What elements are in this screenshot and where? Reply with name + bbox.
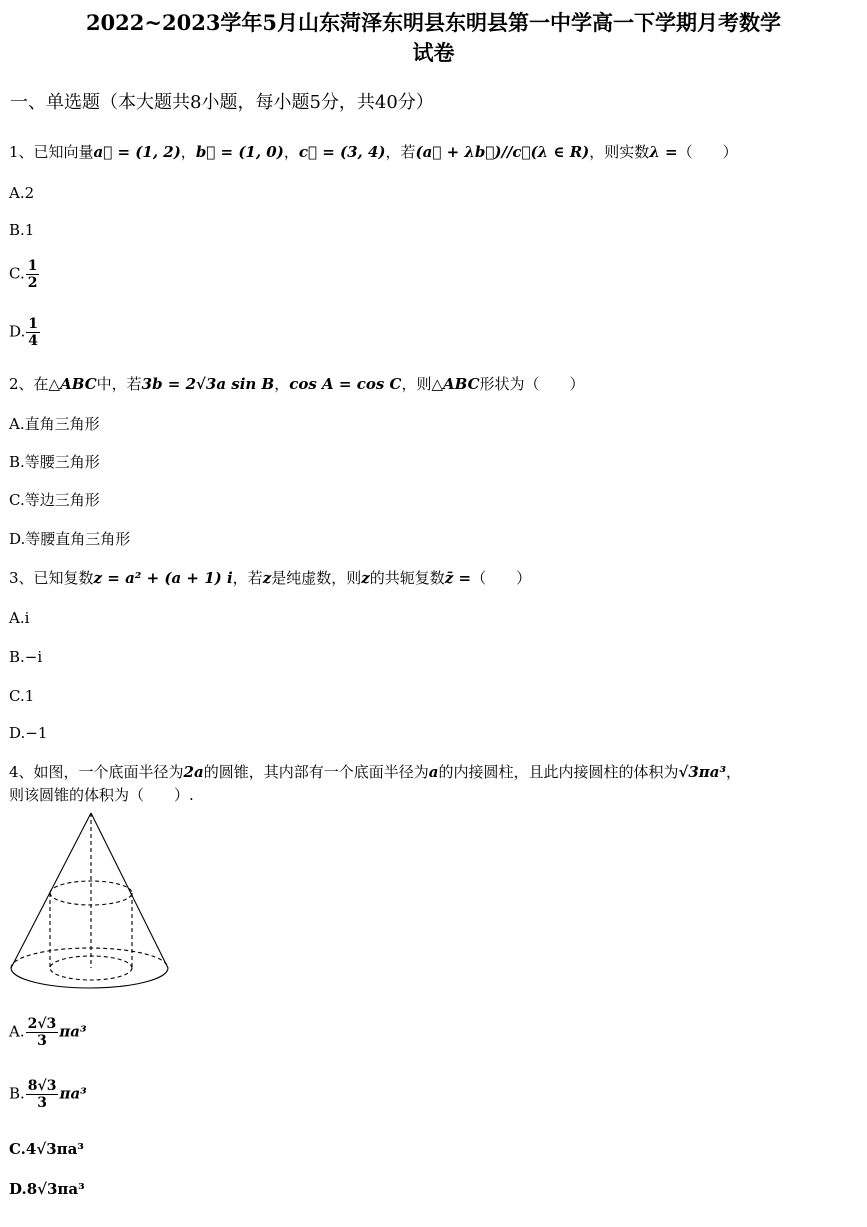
- exam-title-line1: 2022~2023学年5月山东菏泽东明县东明县第一中学高一下学期月考数学: [85, 10, 782, 35]
- parallel-condition: (a⃗ + λb⃗)//c⃗(λ ∈ R): [415, 143, 590, 161]
- vector-c: c⃗ = (3, 4): [298, 143, 386, 161]
- question-4-option-c: C.4√3πa³: [9, 1140, 84, 1158]
- exam-title-line2: 试卷: [412, 40, 455, 65]
- section-heading: 一、单选题（本大题共8小题，每小题5分，共40分）: [10, 92, 434, 113]
- cylinder-volume: √3πa³: [678, 763, 727, 781]
- question-1-option-d: D. $\frac{1}{4}$: [9, 316, 39, 349]
- fraction: $\frac{8√3}{3}$: [27, 1078, 57, 1111]
- question-2-option-c: C.等边三角形: [9, 491, 100, 509]
- equation-1: 3b = 2√3a sin B: [141, 375, 275, 393]
- question-1-option-a: A.2: [9, 184, 35, 202]
- question-3-stem: 3、已知复数z = a² + (a + 1) i，若z是纯虚数，则z的共轭复数z̄ =（ ）: [9, 569, 532, 587]
- cone-cylinder-figure: [8, 808, 174, 992]
- question-2-option-a: A.直角三角形: [9, 415, 100, 433]
- fraction: $\frac{2√3}{3}$: [27, 1016, 57, 1049]
- conjugate-symbol: z̄ =: [444, 569, 472, 587]
- vector-b: b⃗ = (1, 0): [195, 143, 284, 161]
- question-3-option-a: A.i: [9, 609, 30, 627]
- question-4-option-d: D.8√3πa³: [9, 1180, 85, 1198]
- equation-2: cos A = cos C: [289, 375, 402, 393]
- fraction: $\frac{1}{4}$: [28, 316, 39, 349]
- question-4-stem-line2: 则该圆锥的体积为（ ）.: [9, 786, 194, 804]
- question-4-option-a: A. $\frac{2√3}{3}$ πa³: [9, 1016, 87, 1049]
- complex-equation: z = a² + (a + 1) i: [93, 569, 233, 587]
- question-2-option-b: B.等腰三角形: [9, 453, 100, 471]
- question-1-option-b: B.1: [9, 221, 35, 239]
- question-3-option-d: D.−1: [9, 724, 48, 742]
- question-1-option-c: C. $\frac{1}{2}$: [9, 258, 38, 291]
- vector-a: a⃗ = (1, 2): [93, 143, 181, 161]
- question-2-option-d: D.等腰直角三角形: [9, 530, 131, 548]
- question-1-stem: 1、已知向量a⃗ = (1, 2)，b⃗ = (1, 0)，c⃗ = (3, 4)，若(a⃗ + λb⃗)//c⃗(λ ∈ R)，则实数λ =（ ）: [9, 143, 738, 161]
- fraction: $\frac{1}{2}$: [27, 258, 38, 291]
- question-3-option-c: C.1: [9, 687, 35, 705]
- lambda-symbol: λ =: [649, 143, 678, 161]
- question-4-option-b: B. $\frac{8√3}{3}$ πa³: [9, 1078, 87, 1111]
- question-2-stem: 2、在△ABC中，若3b = 2√3a sin B，cos A = cos C，则△ABC形状为（ ）: [9, 375, 585, 393]
- cone-base-back: [11, 948, 168, 968]
- exam-title: [8, 8, 859, 68]
- question-4-stem: 4、如图，一个底面半径为2a的圆锥，其内部有一个底面半径为a的内接圆柱，且此内接圆柱的体积为√3πa³，: [9, 763, 742, 781]
- cone-base-front: [11, 968, 168, 988]
- cone-right-edge: [91, 813, 168, 968]
- question-3-option-b: B.−i: [9, 648, 43, 666]
